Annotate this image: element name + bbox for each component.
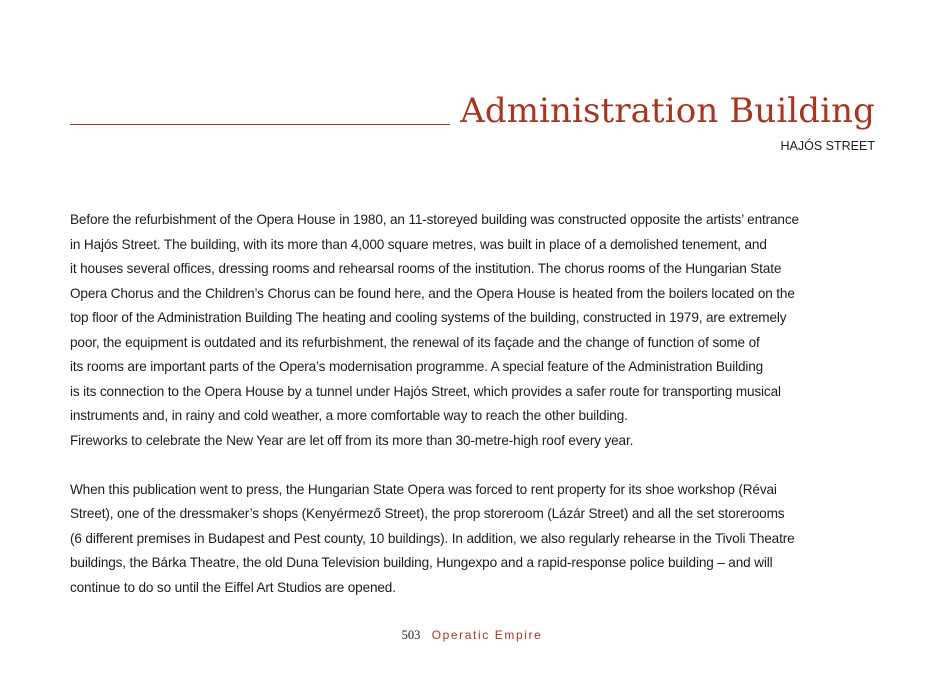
text-line: its rooms are important parts of the Opera’s modernisation programme. A special feature of the Administration Building <box>70 359 764 374</box>
paragraph-2 <box>70 478 890 601</box>
text-line: When this publication went to press, the Hungarian State Opera was forced to rent property for its shoe workshop (Révai <box>70 481 777 497</box>
text-line: buildings, the Bárka Theatre, the old Duna Television building, Hungexpo and a rapid-response police building – and will <box>70 555 773 570</box>
page-number: 503 <box>401 628 421 642</box>
title-rule <box>70 124 450 125</box>
page-title: Administration Building <box>460 91 875 131</box>
text-line: is its connection to the Opera House by a tunnel under Hajós Street, which provides a safer route for transporting musical <box>70 383 781 399</box>
publication-title: Operatic Empire <box>431 628 543 642</box>
text-line: poor, the equipment is outdated and its refurbishment, the renewal of its façade and the change of function of some of <box>70 334 760 350</box>
text-line: it houses several offices, dressing rooms and rehearsal rooms of the institution. The chorus rooms of the Hungarian State <box>70 261 782 276</box>
page-subtitle: HAJÓS STREET <box>780 139 875 153</box>
paragraph-1 <box>70 208 890 453</box>
page-footer <box>0 627 944 643</box>
text-line: in Hajós Street. The building, with its more than 4,000 square metres, was built in place of a demolished tenement, and <box>70 236 767 252</box>
paragraph-gap <box>70 453 890 478</box>
text-line: instruments and, in rainy and cold weather, a more comfortable way to reach the other building. <box>70 408 628 423</box>
body-text <box>70 208 890 600</box>
text-line: Before the refurbishment of the Opera House in 1980, an 11-storeyed building was constructed opposite the artists’ entrance <box>70 212 799 227</box>
text-line: Fireworks to celebrate the New Year are let off from its more than 30-metre-high roof every year. <box>70 432 634 448</box>
text-line: top floor of the Administration Building The heating and cooling systems of the building, constructed in 1979, are extremely <box>70 310 787 325</box>
text-line: Opera Chorus and the Children’s Chorus can be found here, and the Opera House is heated from the boilers located on the <box>70 285 795 301</box>
text-line: Street), one of the dressmaker’s shops (Kenyérmező Street), the prop storeroom (Lázár Street) and all the set storerooms <box>70 506 785 521</box>
text-line: continue to do so until the Eiffel Art Studios are opened. <box>70 579 396 595</box>
text-line: (6 different premises in Budapest and Pest county, 10 buildings). In addition, we also regularly rehearse in the Tivoli Theatre <box>70 530 795 546</box>
